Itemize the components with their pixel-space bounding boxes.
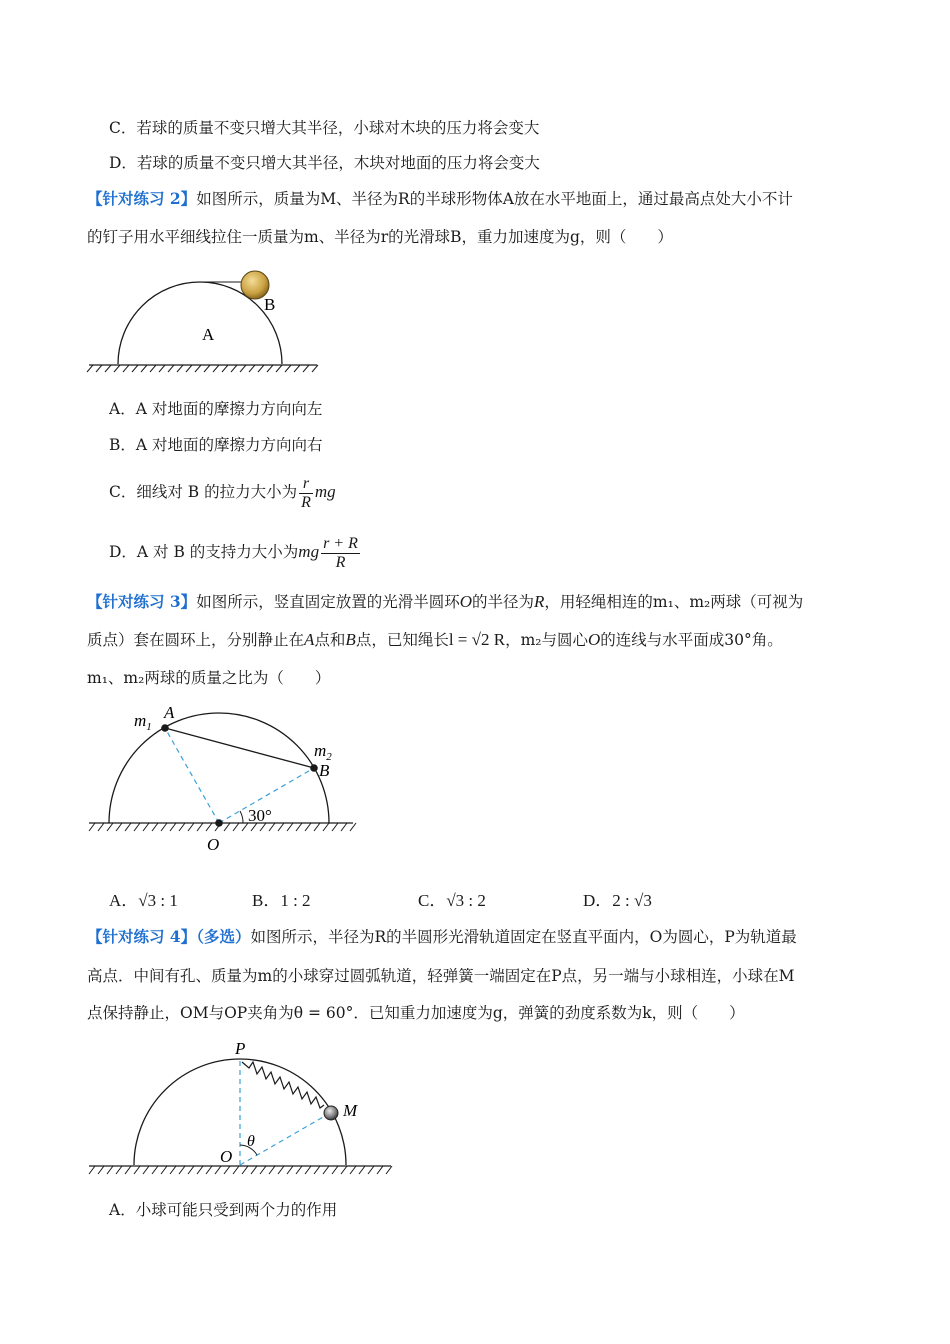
q3-option-d[interactable]: D．2 : √3 [583,891,652,910]
q3-fig-m1: $m_1$ [134,711,152,733]
q2-option-d-num: r + R [323,534,358,552]
q3-option-b[interactable]: B．1 : 2 [252,891,311,910]
q3-text-2i: 的连线与水平面成30°角。 [600,631,783,649]
q2-option-c-fraction [299,475,313,512]
q2-fig-label-b: B [264,295,276,314]
q3-text-1d: R [534,592,545,611]
q2-option-c-tail: mg [314,482,336,501]
q3-text-1f: m₁、m₂两球（可视为 [652,593,804,611]
q4-figure-track [85,1036,405,1186]
q2-option-d-text: D．A 对 B 的支持力大小为 [109,543,299,561]
q2-option-c-num: r [299,475,313,494]
q3-line1 [87,592,803,612]
q4-stem-line3: 点保持静止，OM与OP夹角为θ = 60°．已知重力加速度为g，弹簧的劲度系数为k，则（ ） [87,1004,745,1022]
q2-option-d-fraction [321,535,360,572]
point-o-dot [215,819,223,827]
point-b-dot [310,764,318,772]
q3-line2 [87,630,783,650]
q3-line3: m₁、m₂两球的质量之比为（ ） [87,669,331,687]
q4-fig-p: P [235,1039,246,1058]
q3-tag: 【针对练习 3】 [87,592,197,611]
q2-option-a[interactable]: A．A 对地面的摩擦力方向向左 [109,400,323,418]
q2-option-d-den: R [335,553,346,571]
q3-fig-o: O [207,835,220,854]
q2-option-d[interactable] [109,531,362,573]
q3-text-2g: ，m₂与圆心 [505,631,588,649]
q4-tag: 【针对练习 4】 [87,927,197,946]
q3-option-a[interactable]: A．√3 : 1 [109,891,178,910]
q4-line1 [87,927,797,947]
q3-text-2e: 点，已知绳长 [355,631,449,649]
q3-text-2f: l = √2 R [448,630,506,649]
q2-option-d-pre: mg [298,542,320,561]
q2-option-b[interactable]: B．A 对地面的摩擦力方向向右 [109,436,323,454]
q2-stem-line2: 的钉子用水平细线拉住一质量为m、半径为r的光滑球B，重力加速度为g，则（ ） [87,228,673,246]
q3-text-1e: ，用轻绳相连的 [544,593,653,611]
q2-option-c-text: C．细线对 B 的拉力大小为 [109,483,298,501]
q4-option-a[interactable]: A．小球可能只受到两个力的作用 [109,1201,338,1219]
prev-option-d: D．若球的质量不变只增大其半径，木块对地面的压力将会变大 [109,154,540,172]
q2-fig-label-a: A [202,325,215,344]
q4-stem-line2: 高点．中间有孔、质量为m的小球穿过圆弧轨道，轻弹簧一端固定在P点，另一端与小球相连，小球在M [87,967,795,985]
q3-text-2d: B [345,630,356,649]
q3-text-1b: O [459,592,472,611]
q3-text-2b: A [304,630,315,649]
q3-fig-a: A [164,703,175,722]
q3-text-1a: 如图所示，竖直固定放置的光滑半圆环 [196,593,460,611]
q3-text-1c: 的半径为 [471,593,534,611]
prev-option-c: C．若球的质量不变只增大其半径，小球对木块的压力将会变大 [109,119,540,137]
q3-option-c[interactable]: C．√3 : 2 [418,891,486,910]
q3-text-2h: O [587,630,601,649]
q3-text-2c: 点和 [314,631,346,649]
q3-text-2a: 质点）套在圆环上，分别静止在 [87,631,305,649]
spring-coil [242,1062,324,1108]
q2-option-c[interactable] [109,471,336,513]
q2-tag: 【针对练习 2】 [87,189,197,208]
q2-stem-line1: 如图所示，质量为M、半径为R的半球形物体A放在水平地面上，通过最高点处大小不计 [196,190,793,208]
q4-stem-line1: 如图所示，半径为R的半圆形光滑轨道固定在竖直平面内，O为圆心，P为轨道最 [250,928,797,946]
q4-fig-m: M [343,1101,358,1120]
q2-option-c-den: R [301,493,311,511]
q4-fig-o: O [220,1147,233,1166]
q3-fig-b: B [319,761,330,780]
q4-multi-tag: （多选） [196,927,251,946]
q3-fig-angle: 30° [248,806,272,825]
q2-line1 [87,189,793,209]
ball-m [324,1106,338,1120]
point-a-dot [161,724,169,732]
q3-fig-m2: $m_2$ [314,741,332,763]
q3-figure-semicircle [85,700,365,860]
q2-figure-hemisphere [85,268,325,378]
q4-fig-theta: θ [247,1133,255,1150]
